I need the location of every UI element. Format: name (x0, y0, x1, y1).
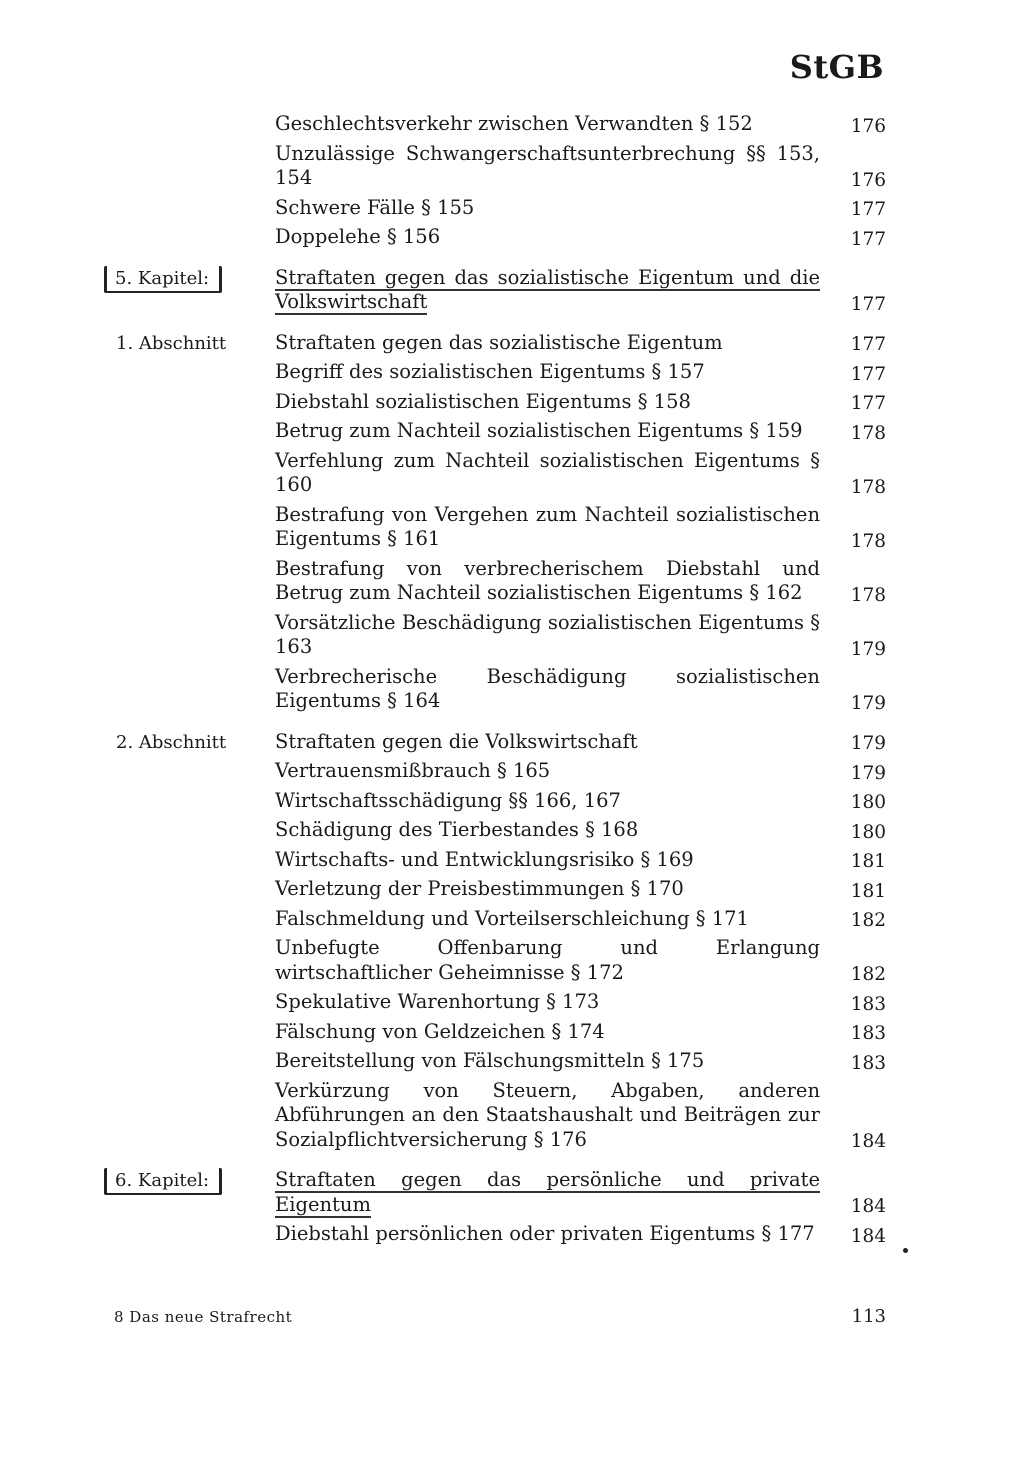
toc-entry (0, 1020, 1024, 1045)
toc-entry (0, 225, 1024, 250)
toc-entry (0, 419, 1024, 444)
toc-entry (0, 557, 1024, 606)
toc-entry (0, 1049, 1024, 1074)
chapter-label: 5. Kapitel: (104, 266, 222, 293)
entry-title-block (275, 557, 820, 606)
entry-title: Straftaten gegen das sozialistische Eigentum und die Volkswirtschaft (275, 265, 820, 313)
toc-entry (0, 112, 1024, 137)
entry-title-block (275, 990, 820, 1015)
entry-title: Diebstahl persönlichen oder privaten Eigentums § 177 (275, 1222, 815, 1245)
entry-page-number: 180 (850, 821, 886, 843)
entry-title: Bestrafung von verbrecherischem Diebstahl und Betrug zum Nachteil sozialistischen Eigentums § 162 (275, 556, 820, 604)
entry-page-number: 177 (850, 363, 886, 385)
entry-page-number: 179 (850, 733, 886, 754)
entry-page-number: 183 (850, 993, 886, 1015)
entry-title-block (275, 818, 820, 843)
entry-title-block (275, 1168, 820, 1217)
entry-title: Schädigung des Tierbestandes § 168 (275, 818, 639, 841)
entry-title-block (275, 1222, 820, 1247)
entry-title: Begriff des sozialistischen Eigentums § 157 (275, 360, 705, 383)
footer-chapter-note: 8 Das neue Strafrecht (114, 1308, 293, 1326)
entry-page-number: 184 (850, 1131, 886, 1152)
section-label: 1. Abschnitt (116, 332, 227, 354)
entry-title: Straftaten gegen die Volkswirtschaft (275, 729, 638, 753)
toc-entry (0, 196, 1024, 221)
entry-title-block (275, 331, 820, 356)
entry-title-block (275, 419, 820, 444)
footer-page-number: 113 (851, 1306, 886, 1327)
entry-title: Schwere Fälle § 155 (275, 195, 475, 219)
toc-entry (0, 990, 1024, 1015)
entry-page-number: 183 (850, 1052, 886, 1074)
entry-title: Vorsätzliche Beschädigung sozialistischen Eigentums § 163 (275, 610, 820, 658)
page-header: StGB (789, 48, 884, 86)
entry-title-block (275, 907, 820, 932)
entry-title: Verfehlung zum Nachteil sozialistischen Eigentums § 160 (275, 448, 820, 496)
entry-page-number: 178 (850, 422, 886, 444)
entry-page-number: 177 (850, 393, 886, 414)
entry-title: Betrug zum Nachteil sozialistischen Eigentums § 159 (275, 419, 803, 442)
toc-entry (0, 331, 1024, 356)
entry-title-block (275, 225, 820, 250)
entry-title-block (275, 503, 820, 552)
entry-title: Unzulässige Schwangerschaftsunterbrechung §§ 153, 154 (275, 141, 820, 189)
entry-title-block (275, 665, 820, 714)
toc-entry (0, 759, 1024, 784)
entry-title: Vertrauensmißbrauch § 165 (275, 759, 551, 782)
entry-title: Verletzung der Preisbestimmungen § 170 (275, 877, 684, 900)
chapter-label: 6. Kapitel: (104, 1168, 222, 1195)
entry-page-number: 179 (850, 692, 886, 714)
toc-entry (0, 818, 1024, 843)
entry-page-number: 184 (850, 1196, 886, 1217)
toc-entry (0, 1222, 1024, 1247)
entry-title-block (275, 266, 820, 315)
entry-title-block (275, 1020, 820, 1045)
entry-page-number: 181 (850, 880, 886, 902)
entry-page-number: 178 (850, 530, 886, 552)
entry-title: Straftaten gegen das persönliche und private Eigentum (275, 1168, 820, 1216)
entry-page-number: 177 (850, 293, 886, 315)
entry-page-number: 180 (850, 792, 886, 813)
entry-title-block (275, 390, 820, 415)
entry-title: Geschlechtsverkehr zwischen Verwandten § 152 (275, 112, 753, 135)
toc-entry (0, 142, 1024, 191)
entry-page-number: 182 (850, 910, 886, 931)
toc-entry (0, 360, 1024, 385)
entry-title-block (275, 449, 820, 498)
toc-entry (0, 390, 1024, 415)
entry-title-block (275, 142, 820, 191)
entry-title-block (275, 848, 820, 873)
toc-entry (0, 665, 1024, 714)
entry-title: Unbefugte Offenbarung und Erlangung wirtschaftlicher Geheimnisse § 172 (275, 936, 820, 984)
toc-entry (0, 848, 1024, 873)
entry-title: Fälschung von Geldzeichen § 174 (275, 1019, 605, 1043)
toc-entry (0, 907, 1024, 932)
toc-entry (0, 503, 1024, 552)
entry-title-block (275, 1049, 820, 1074)
section-label: 2. Abschnitt (116, 731, 227, 753)
toc-entry (0, 789, 1024, 814)
entry-page-number: 177 (850, 334, 886, 355)
entry-title-block (275, 789, 820, 814)
entry-page-number: 177 (850, 228, 886, 250)
entry-page-number: 178 (850, 476, 886, 498)
entry-page-number: 181 (850, 851, 886, 872)
entry-page-number: 182 (850, 964, 886, 985)
entry-page-number: 176 (850, 169, 886, 191)
entry-title: Diebstahl sozialistischen Eigentums § 158 (275, 389, 691, 413)
entry-title: Doppelehe § 156 (275, 225, 441, 248)
entry-title: Verbrecherische Beschädigung sozialistischen Eigentums § 164 (275, 664, 820, 712)
toc-entry (0, 877, 1024, 902)
entry-title-block (275, 360, 820, 385)
toc-entry (0, 1079, 1024, 1153)
entry-title-block (275, 112, 820, 137)
entry-title: Straftaten gegen das sozialistische Eigentum (275, 330, 723, 354)
entry-page-number: 178 (850, 584, 886, 606)
entry-title: Bestrafung von Vergehen zum Nachteil sozialistischen Eigentums § 161 (275, 502, 820, 550)
entry-page-number: 179 (850, 638, 886, 660)
entry-title: Wirtschafts- und Entwicklungsrisiko § 169 (275, 847, 694, 871)
entry-title-block (275, 759, 820, 784)
entry-title-block (275, 730, 820, 755)
toc-entry (0, 611, 1024, 660)
entry-title-block (275, 196, 820, 221)
entry-title-block (275, 936, 820, 985)
entry-title: Verkürzung von Steuern, Abgaben, anderen Abführungen an den Staatshaushalt und Beiträgen zur Sozialpflichtversicherung § 176 (275, 1078, 820, 1151)
entry-title: Bereitstellung von Fälschungsmitteln § 175 (275, 1049, 705, 1072)
entry-page-number: 179 (850, 762, 886, 784)
entry-title-block (275, 1079, 820, 1153)
margin-mark (903, 1248, 908, 1253)
entry-page-number: 177 (850, 199, 886, 220)
entry-page-number: 183 (850, 1023, 886, 1044)
entry-title: Spekulative Warenhortung § 173 (275, 990, 600, 1013)
toc-entry (0, 730, 1024, 755)
entry-title: Falschmeldung und Vorteilserschleichung § 171 (275, 906, 749, 930)
entry-title-block (275, 877, 820, 902)
entry-page-number: 176 (850, 115, 886, 137)
toc-entry (0, 266, 1024, 315)
entry-title: Wirtschaftsschädigung §§ 166, 167 (275, 788, 621, 812)
toc-entry (0, 449, 1024, 498)
table-of-contents (0, 112, 1024, 1247)
entry-title-block (275, 611, 820, 660)
toc-entry (0, 1168, 1024, 1217)
toc-entry (0, 936, 1024, 985)
entry-page-number: 184 (850, 1225, 886, 1247)
